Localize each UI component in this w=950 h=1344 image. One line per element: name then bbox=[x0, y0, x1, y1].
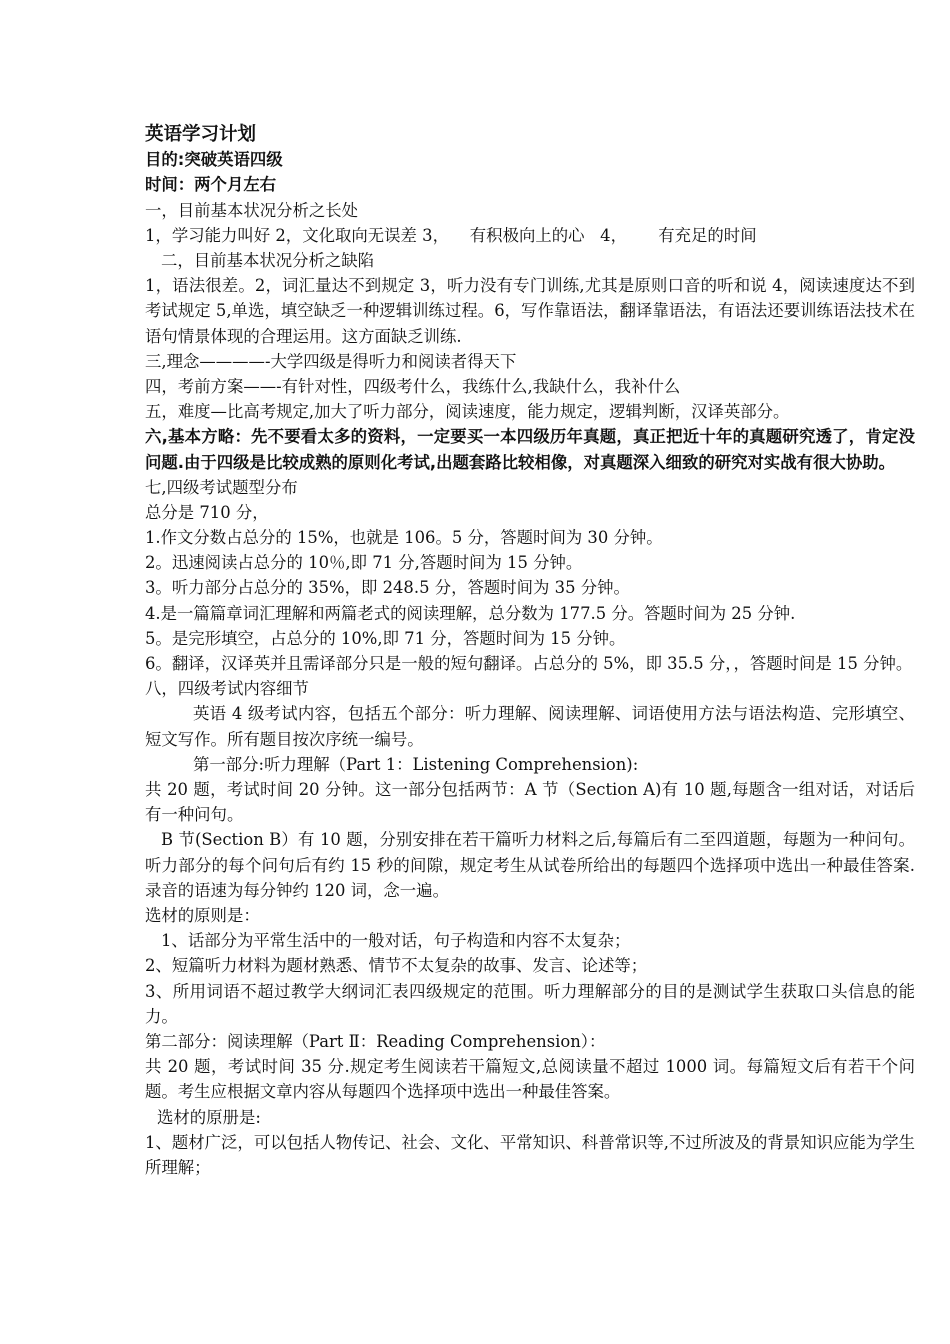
part-2-rule-1: 1、题材广泛，可以包括人物传记、社会、文化、平常知识、科普常识等,不过所波及的背景知识应能为学生所理解； bbox=[145, 1132, 915, 1177]
section-7-heading: 七,四级考试题型分布 bbox=[145, 477, 298, 497]
section-8-heading: 八，四级考试内容细节 bbox=[145, 679, 309, 699]
section-4: 四，考前方案——-有针对性，四级考什么，我练什么,我缺什么，我补什么 bbox=[145, 376, 681, 396]
part-1-rule-1: 1、话部分为平常生活中的一般对话，句子构造和内容不太复杂； bbox=[161, 931, 631, 951]
part-1-heading: 第一部分:听力理解（Part 1：Listening Comprehension): bbox=[193, 754, 639, 774]
section-7-item-2: 2。迅速阅读占总分的 10％,即 71 分,答题时间为 15 分钟。 bbox=[145, 553, 583, 573]
document-page bbox=[145, 122, 915, 1180]
time-line: 时间：两个月左右 bbox=[145, 175, 277, 195]
part-1-rule-2: 2、短篇听力材料为题材熟悉、情节不太复杂的故事、发言、论述等； bbox=[145, 956, 648, 976]
section-5: 五，难度—比高考规定,加大了听力部分，阅读速度，能力规定，逻辑判断，汉译英部分。 bbox=[145, 402, 790, 422]
part-1-principle-heading: 选材的原则是： bbox=[145, 906, 260, 926]
document-title: 英语学习计划 bbox=[145, 124, 257, 145]
section-8-intro: 英语 4 级考试内容，包括五个部分：听力理解、阅读理解、词语使用方法与语法构造、完形填空、短文写作。所有题目按次序统一编号。 bbox=[145, 704, 915, 749]
section-6: 六,基本方略：先不要看太多的资料，一定要买一本四级历年真题，真正把近十年的真题研究透了，肯定没问题.由于四级是比较成熟的原则化考试,出题套路比较相像，对真题深入细致的研究对实战有很大协助。 bbox=[145, 427, 915, 472]
section-3: 三,理念————-大学四级是得听力和阅读者得天下 bbox=[145, 351, 517, 371]
goal-line: 目的:突破英语四级 bbox=[145, 150, 283, 170]
section-7-item-5: 5。是完形填空，占总分的 10%,即 71 分，答题时间为 15 分钟。 bbox=[145, 628, 626, 648]
part-1-rule-3: 3、所用词语不超过教学大纲词汇表四级规定的范围。听力理解部分的目的是测试学生获取口头信息的能力。 bbox=[145, 981, 915, 1026]
part-2-body: 共 20 题，考试时间 35 分.规定考生阅读若干篇短文,总阅读量不超过 1000 词。每篇短文后有若干个问题。考生应根据文章内容从每题四个选择项中选出一种最佳答案。 bbox=[145, 1057, 915, 1102]
part-1-section-b: B 节(Section B）有 10 题，分别安排在若干篇听力材料之后,每篇后有二至四道题，每题为一种问句。听力部分的每个问句后有约 15 秒的间隙，规定考生从试卷所给出的每题四个选择项中选出一种最佳答案.录音的语速为每分钟约 120 词，念一遍。 bbox=[145, 830, 915, 900]
section-7-total: 总分是 710 分， bbox=[145, 502, 269, 522]
section-2-body: 1，语法很差。2，词汇量达不到规定 3，听力没有专门训练,尤其是原则口音的听和说 4，阅读速度达不到考试规定 5,单选，填空缺乏一种逻辑训练过程。6，写作靠语法，翻译靠语法，有语法还要训练语法技术在语句情景体现的合理运用。这方面缺乏训练. bbox=[145, 276, 915, 346]
section-2-heading: 二，目前基本状况分析之缺陷 bbox=[161, 250, 375, 270]
section-7-item-1: 1.作文分数占总分的 15%，也就是 106。5 分，答题时间为 30 分钟。 bbox=[145, 528, 663, 548]
section-7-item-6: 6。翻译，汉译英并且需译部分只是一般的短句翻译。占总分的 5%，即 35.5 分，，答题时间是 15 分钟。 bbox=[145, 654, 913, 674]
section-7-item-3: 3。听力部分占总分的 35%，即 248.5 分，答题时间为 35 分钟。 bbox=[145, 578, 630, 598]
section-7-item-4: 4.是一篇篇章词汇理解和两篇老式的阅读理解，总分数为 177.5 分。答题时间为 25 分钟. bbox=[145, 603, 796, 623]
part-2-principle-heading: 选材的原册是: bbox=[157, 1107, 261, 1127]
section-1-body: 1，学习能力叫好 2，文化取向无误差 3， 有积极向上的心 4， 有充足的时间 bbox=[145, 225, 757, 245]
section-1-heading: 一，目前基本状况分析之长处 bbox=[145, 200, 359, 220]
part-1-section-a: 共 20 题，考试时间 20 分钟。这一部分包括两节：A 节（Section A)有 10 题,每题含一组对话，对话后有一种问句。 bbox=[145, 780, 915, 825]
part-2-heading: 第二部分：阅读理解（Part Ⅱ：Reading Comprehension）： bbox=[145, 1031, 606, 1051]
